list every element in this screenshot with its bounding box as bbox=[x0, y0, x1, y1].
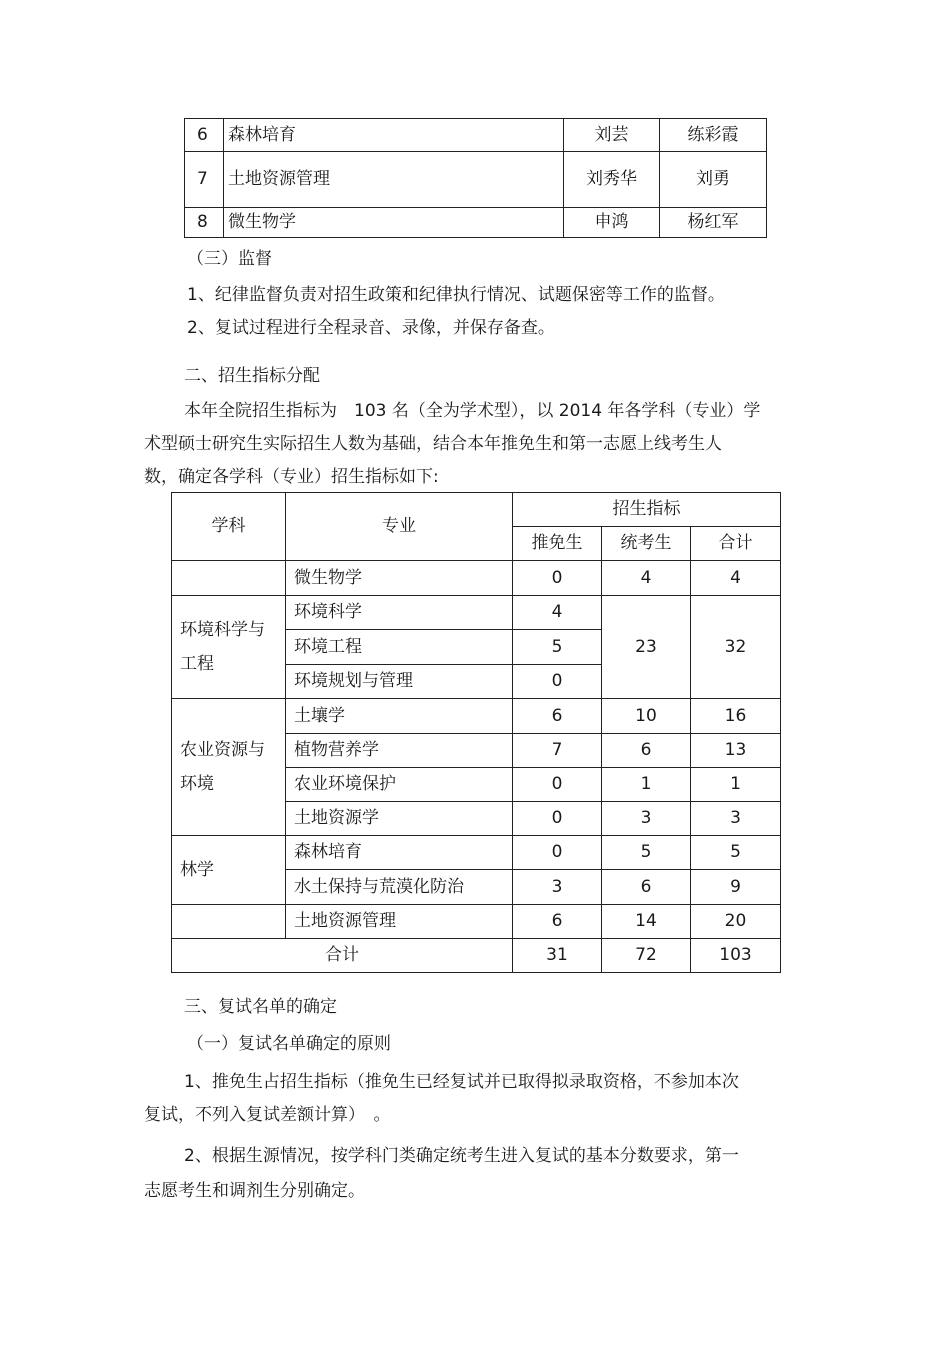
quota-heading: 二、招生指标分配 bbox=[184, 366, 320, 386]
total-cell: 13 bbox=[691, 734, 781, 768]
advisor-primary: 刘芸 bbox=[564, 119, 660, 152]
unified-cell: 1 bbox=[602, 768, 691, 802]
retest-item-2-line-1: 2、根据生源情况，按学科门类确定统考生进入复试的基本分数要求，第一 bbox=[184, 1146, 739, 1166]
sum-label: 合计 bbox=[172, 939, 513, 973]
total-cell: 1 bbox=[691, 768, 781, 802]
recommended-cell: 3 bbox=[513, 870, 602, 905]
major-cell: 环境科学 bbox=[286, 596, 513, 630]
unified-cell: 10 bbox=[602, 699, 691, 734]
major-cell: 土地资源管理 bbox=[286, 905, 513, 939]
sum-total: 103 bbox=[691, 939, 781, 973]
unified-cell: 6 bbox=[602, 870, 691, 905]
major-cell: 环境工程 bbox=[286, 630, 513, 665]
discipline-cell: 林学 bbox=[172, 836, 286, 905]
quota-paragraph-line-1: 本年全院招生指标为 103 名（全为学术型），以 2014 年各学科（专业）学 bbox=[184, 401, 761, 421]
total-cell: 3 bbox=[691, 802, 781, 836]
major-cell: 土地资源学 bbox=[286, 802, 513, 836]
advisor-primary: 刘秀华 bbox=[564, 152, 660, 208]
discipline-cell: 环境科学与工程 bbox=[172, 596, 286, 699]
header-quota: 招生指标 bbox=[513, 493, 781, 527]
header-discipline: 学科 bbox=[172, 493, 286, 561]
header-major: 专业 bbox=[286, 493, 513, 561]
total-cell: 32 bbox=[691, 596, 781, 699]
sum-recommended: 31 bbox=[513, 939, 602, 973]
major-cell: 森林培育 bbox=[286, 836, 513, 870]
advisor-table bbox=[184, 118, 767, 238]
table-row bbox=[172, 836, 781, 870]
recommended-cell: 7 bbox=[513, 734, 602, 768]
discipline-cell-empty bbox=[172, 905, 286, 939]
table-row bbox=[172, 596, 781, 630]
table-row bbox=[172, 905, 781, 939]
header-total: 合计 bbox=[691, 527, 781, 561]
total-cell: 5 bbox=[691, 836, 781, 870]
total-cell: 20 bbox=[691, 905, 781, 939]
table-row bbox=[185, 152, 767, 208]
recommended-cell: 0 bbox=[513, 561, 602, 596]
header-unified: 统考生 bbox=[602, 527, 691, 561]
supervision-item-1: 1、纪律监督负责对招生政策和纪律执行情况、试题保密等工作的监督。 bbox=[187, 285, 725, 305]
advisor-secondary: 练彩霞 bbox=[660, 119, 767, 152]
major-cell: 环境规划与管理 bbox=[286, 665, 513, 699]
major-cell: 植物营养学 bbox=[286, 734, 513, 768]
recommended-cell: 0 bbox=[513, 836, 602, 870]
unified-cell: 4 bbox=[602, 561, 691, 596]
retest-item-2-line-2: 志愿考生和调剂生分别确定。 bbox=[144, 1181, 365, 1201]
total-cell: 4 bbox=[691, 561, 781, 596]
advisor-primary: 申鸿 bbox=[564, 208, 660, 238]
discipline-cell: 农业资源与环境 bbox=[172, 699, 286, 836]
advisor-secondary: 杨红军 bbox=[660, 208, 767, 238]
unified-cell: 23 bbox=[602, 596, 691, 699]
supervision-item-2: 2、复试过程进行全程录音、录像，并保存备查。 bbox=[187, 318, 555, 338]
quota-paragraph-line-2: 术型硕士研究生实际招生人数为基础，结合本年推免生和第一志愿上线考生人 bbox=[144, 434, 722, 454]
table-row bbox=[172, 561, 781, 596]
quota-table bbox=[171, 492, 781, 973]
recommended-cell: 6 bbox=[513, 699, 602, 734]
retest-sub-heading: （一）复试名单确定的原则 bbox=[187, 1034, 391, 1054]
major-name: 微生物学 bbox=[224, 208, 564, 238]
major-name: 森林培育 bbox=[224, 119, 564, 152]
quota-paragraph-line-3: 数，确定各学科（专业）招生指标如下: bbox=[144, 467, 439, 487]
table-row bbox=[185, 208, 767, 238]
discipline-cell-empty bbox=[172, 561, 286, 596]
major-name: 土地资源管理 bbox=[224, 152, 564, 208]
header-recommended: 推免生 bbox=[513, 527, 602, 561]
major-cell: 微生物学 bbox=[286, 561, 513, 596]
retest-item-1-line-2: 复试，不列入复试差额计算） 。 bbox=[144, 1105, 391, 1125]
retest-heading: 三、复试名单的确定 bbox=[184, 997, 337, 1017]
recommended-cell: 0 bbox=[513, 665, 602, 699]
row-number: 6 bbox=[185, 119, 224, 152]
recommended-cell: 6 bbox=[513, 905, 602, 939]
advisor-secondary: 刘勇 bbox=[660, 152, 767, 208]
major-cell: 土壤学 bbox=[286, 699, 513, 734]
unified-cell: 14 bbox=[602, 905, 691, 939]
retest-item-1-line-1: 1、推免生占招生指标（推免生已经复试并已取得拟录取资格，不参加本次 bbox=[184, 1072, 739, 1092]
total-cell: 16 bbox=[691, 699, 781, 734]
total-cell: 9 bbox=[691, 870, 781, 905]
recommended-cell: 5 bbox=[513, 630, 602, 665]
recommended-cell: 4 bbox=[513, 596, 602, 630]
major-cell: 农业环境保护 bbox=[286, 768, 513, 802]
recommended-cell: 0 bbox=[513, 802, 602, 836]
table-sum-row bbox=[172, 939, 781, 973]
recommended-cell: 0 bbox=[513, 768, 602, 802]
table-row bbox=[185, 119, 767, 152]
unified-cell: 3 bbox=[602, 802, 691, 836]
row-number: 7 bbox=[185, 152, 224, 208]
major-cell: 水土保持与荒漠化防治 bbox=[286, 870, 513, 905]
unified-cell: 6 bbox=[602, 734, 691, 768]
supervision-heading: （三）监督 bbox=[187, 249, 272, 269]
row-number: 8 bbox=[185, 208, 224, 238]
table-header-row bbox=[172, 493, 781, 527]
unified-cell: 5 bbox=[602, 836, 691, 870]
sum-unified: 72 bbox=[602, 939, 691, 973]
table-row bbox=[172, 699, 781, 734]
